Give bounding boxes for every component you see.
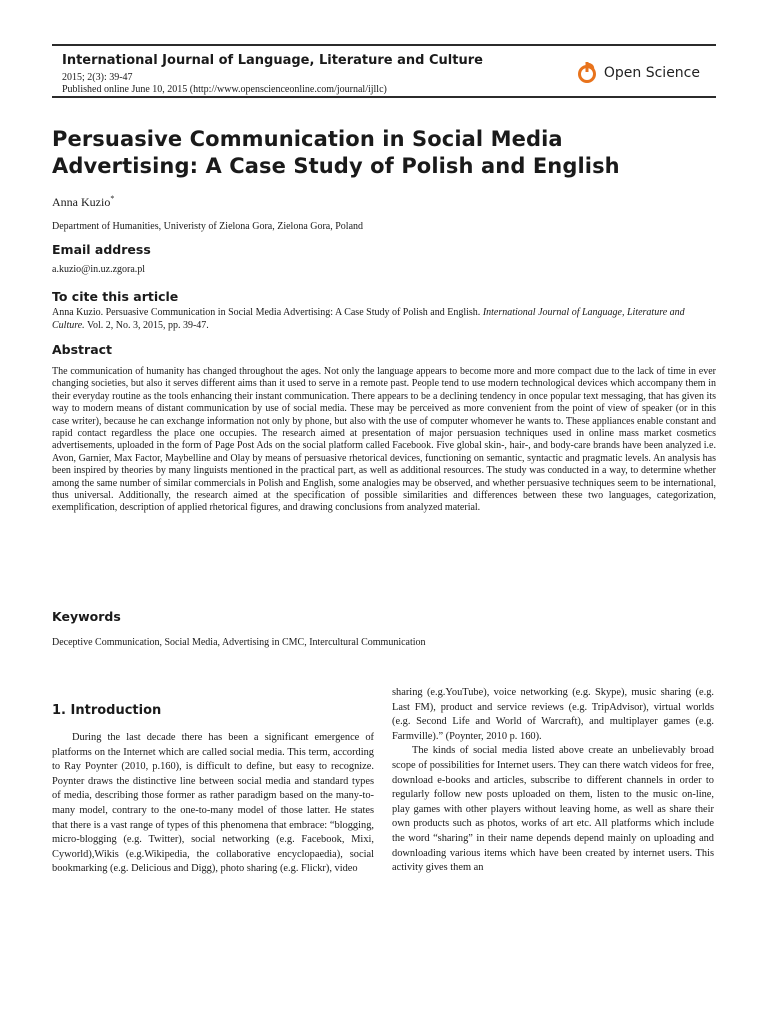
author-line (52, 194, 114, 210)
abstract-heading: Abstract (52, 342, 113, 357)
keywords-text: Deceptive Communication, Social Media, Advertising in CMC, Intercultural Communication (52, 637, 426, 648)
journal-header (52, 44, 716, 98)
right-column (392, 686, 714, 876)
publisher-name: Open Science (603, 65, 700, 81)
publisher-logo (576, 61, 700, 85)
cite-journal: International Journal of Language, Literature and Culture. (52, 307, 685, 331)
cite-volume: Vol. 2, No. 3, 2015, pp. 39-47. (87, 320, 209, 331)
cite-text (52, 306, 716, 332)
intro-paragraph-1: During the last decade there has been a significant emergence of platforms on the Internet which are called social media. This term, according to Ray Poynter (2010, p.160), is difficult to define, but easy to recognize. Poynter draws the distinctive line between social media and standard types of media, describing those former as rather paradigm based on the many-to-many model, contrary to the one-to-many model of those latter. He states that there is a vast range of types of this phenomena that embrace: “blogging, micro-blogging (e.g. Twitter), social networking (e.g. Facebook, Mixi, Cyworld),Wikis (e.g.Wikipedia, the collaborative encyclopaedia), social bookmarking (e.g. Delicious and Digg), photo sharing (e.g. Flickr), video (52, 732, 374, 875)
journal-issue: 2015; 2(3): 39-47 (62, 72, 133, 83)
cite-authors-title: Anna Kuzio. Persuasive Communication in Social Media Advertising: A Case Study of Polish and English. (52, 307, 481, 318)
cite-heading: To cite this article (52, 289, 179, 304)
journal-title: International Journal of Language, Literature and Culture (62, 53, 483, 68)
abstract-text: The communication of humanity has changed throughout the ages. Not only the language appears to become more and more compact due to the lack of time in ever changing societies, but also it serves different aims than it used to serve in a remote past. People tend to use modern technological devices which accompany them in their everyday routine as the tools enhancing their instant communication. There appears to be a declining tendency in once popular text messaging, that has given its way to modern means of distant communication by use of social media. These may be perceived as more convenient from the point of view of speaker (or in this case writer), because he can exchange information not only by phone, but also with the use of computer whomever he wants to. These appliances enable constant and rapid contact regardless the place one occupies. The research aimed at presentation of major persuasion techniques used in online mass market cosmetics advertisements, uploaded in the form of Page Post Ads on the social platform called Facebook. Five global skin-, hair-, and body-care brands have been analyzed i.e. Avon, Garnier, Max Factor, Maybelline and Olay by means of persuasive rhetorical devices, functioning on semantic, syntactic and pragmatic levels. An analysis has been inspired by theories by many linguists mentioned in the practical part, as well as additional resources. The study was conducted in a way, to determine whether among the same number of similar commercials in Polish and English, some analogies may be observed, and whether persuasive techniques seem to be international, thus universal. Additionally, the research aimed at the specification of possible similarities and differences between these two languages, categorization, exemplification, description of applied rhetorical figures, and drawing conclusions from analyzed material. (52, 366, 716, 514)
open-science-logo-icon (576, 61, 598, 85)
journal-published-line: Published online June 10, 2015 (http://www.openscienceonline.com/journal/ijllc) (62, 84, 387, 95)
author-name: Anna Kuzio (52, 195, 111, 209)
article-title: Persuasive Communication in Social Media Advertising: A Case Study of Polish and English (52, 127, 620, 178)
intro-paragraph-2: The kinds of social media listed above create an unbelievably broad scope of possibilities for Internet users. They can there watch videos for free, download e-books and articles, subscribe to different channels in order to regularly follow new posts uploaded on them, listen to the music on-line, play games with other players without leaving home, as well as share their own products such as photos, works of art etc. All platforms which include the word “sharing” in their name depends depend mainly on uploading and downloading various items which have been created by internet users. This activity gives them an (392, 745, 714, 874)
email-address[interactable]: a.kuzio@in.uz.zgora.pl (52, 264, 146, 275)
keywords-heading: Keywords (52, 609, 121, 624)
corresponding-mark: * (110, 194, 115, 203)
introduction-heading: 1. Introduction (52, 703, 162, 718)
intro-paragraph-1-continued: sharing (e.g.YouTube), voice networking (e.g. Skype), music sharing (e.g. Last FM), product and service reviews (e.g. TripAdvisor), virtual worlds (e.g. Second Life and World of Warcraft), and multiplayer games (e.g. Farmville).” (Poynter, 2010 p. 160). (392, 687, 714, 742)
email-heading: Email address (52, 242, 151, 257)
author-affiliation: Department of Humanities, Univeristy of Zielona Gora, Zielona Gora, Poland (52, 221, 364, 232)
left-column (52, 731, 374, 877)
